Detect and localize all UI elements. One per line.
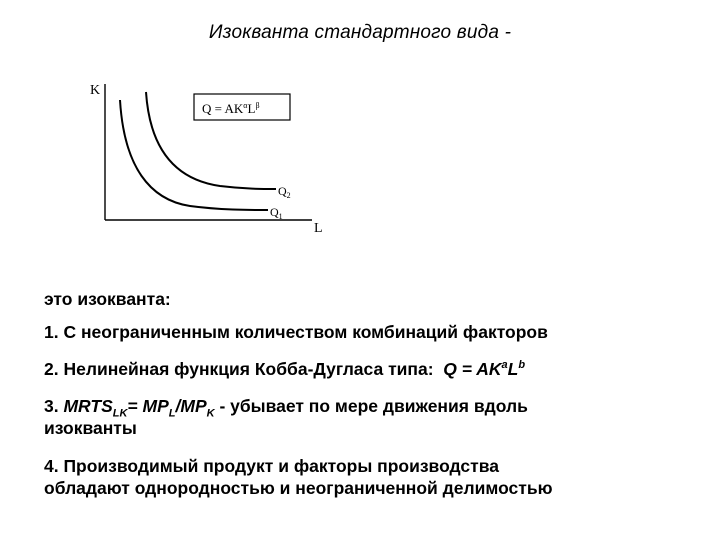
point-4 <box>44 455 684 499</box>
point-3: 3. $MRTS_{LK}= MP_L/MP_K$ - убывает по мере движения вдоль изокванты <box>44 396 528 438</box>
x-axis-label: L <box>314 221 323 236</box>
point-1: 1. С неограниченным количеством комбинаций факторов <box>44 322 548 342</box>
isoquant-figure <box>80 72 340 252</box>
isoquant-diagram <box>80 72 340 252</box>
point-4-line1: 4. Производимый продукт и факторы производства <box>44 456 499 476</box>
point-4-line2: обладают однородностью и неограниченной делимостью <box>44 478 553 498</box>
curve-label-q2: $Q_2$ <box>278 184 291 200</box>
point-2 <box>44 358 684 380</box>
slide-title: Изокванта стандартного вида - <box>208 22 512 43</box>
y-axis-label: K <box>90 83 101 98</box>
formula-box-text: $Q = AK^\alpha L^\beta$ <box>202 101 260 116</box>
point-2-text: 2. Нелинейная функция Кобба-Дугласа типа: <box>44 359 434 379</box>
intro-text: это изокванта: <box>44 289 171 309</box>
curve-label-q1: $Q_1$ <box>270 205 283 221</box>
mrts-formula: $MRTS_{LK}= MP_L/MP_K$ <box>63 396 215 420</box>
point-3-line2: изокванты <box>44 418 137 438</box>
cobb-douglas-formula: $Q = AK^aL^b$ <box>443 359 526 379</box>
point-3-text: - убывает по мере движения вдоль <box>214 396 528 416</box>
